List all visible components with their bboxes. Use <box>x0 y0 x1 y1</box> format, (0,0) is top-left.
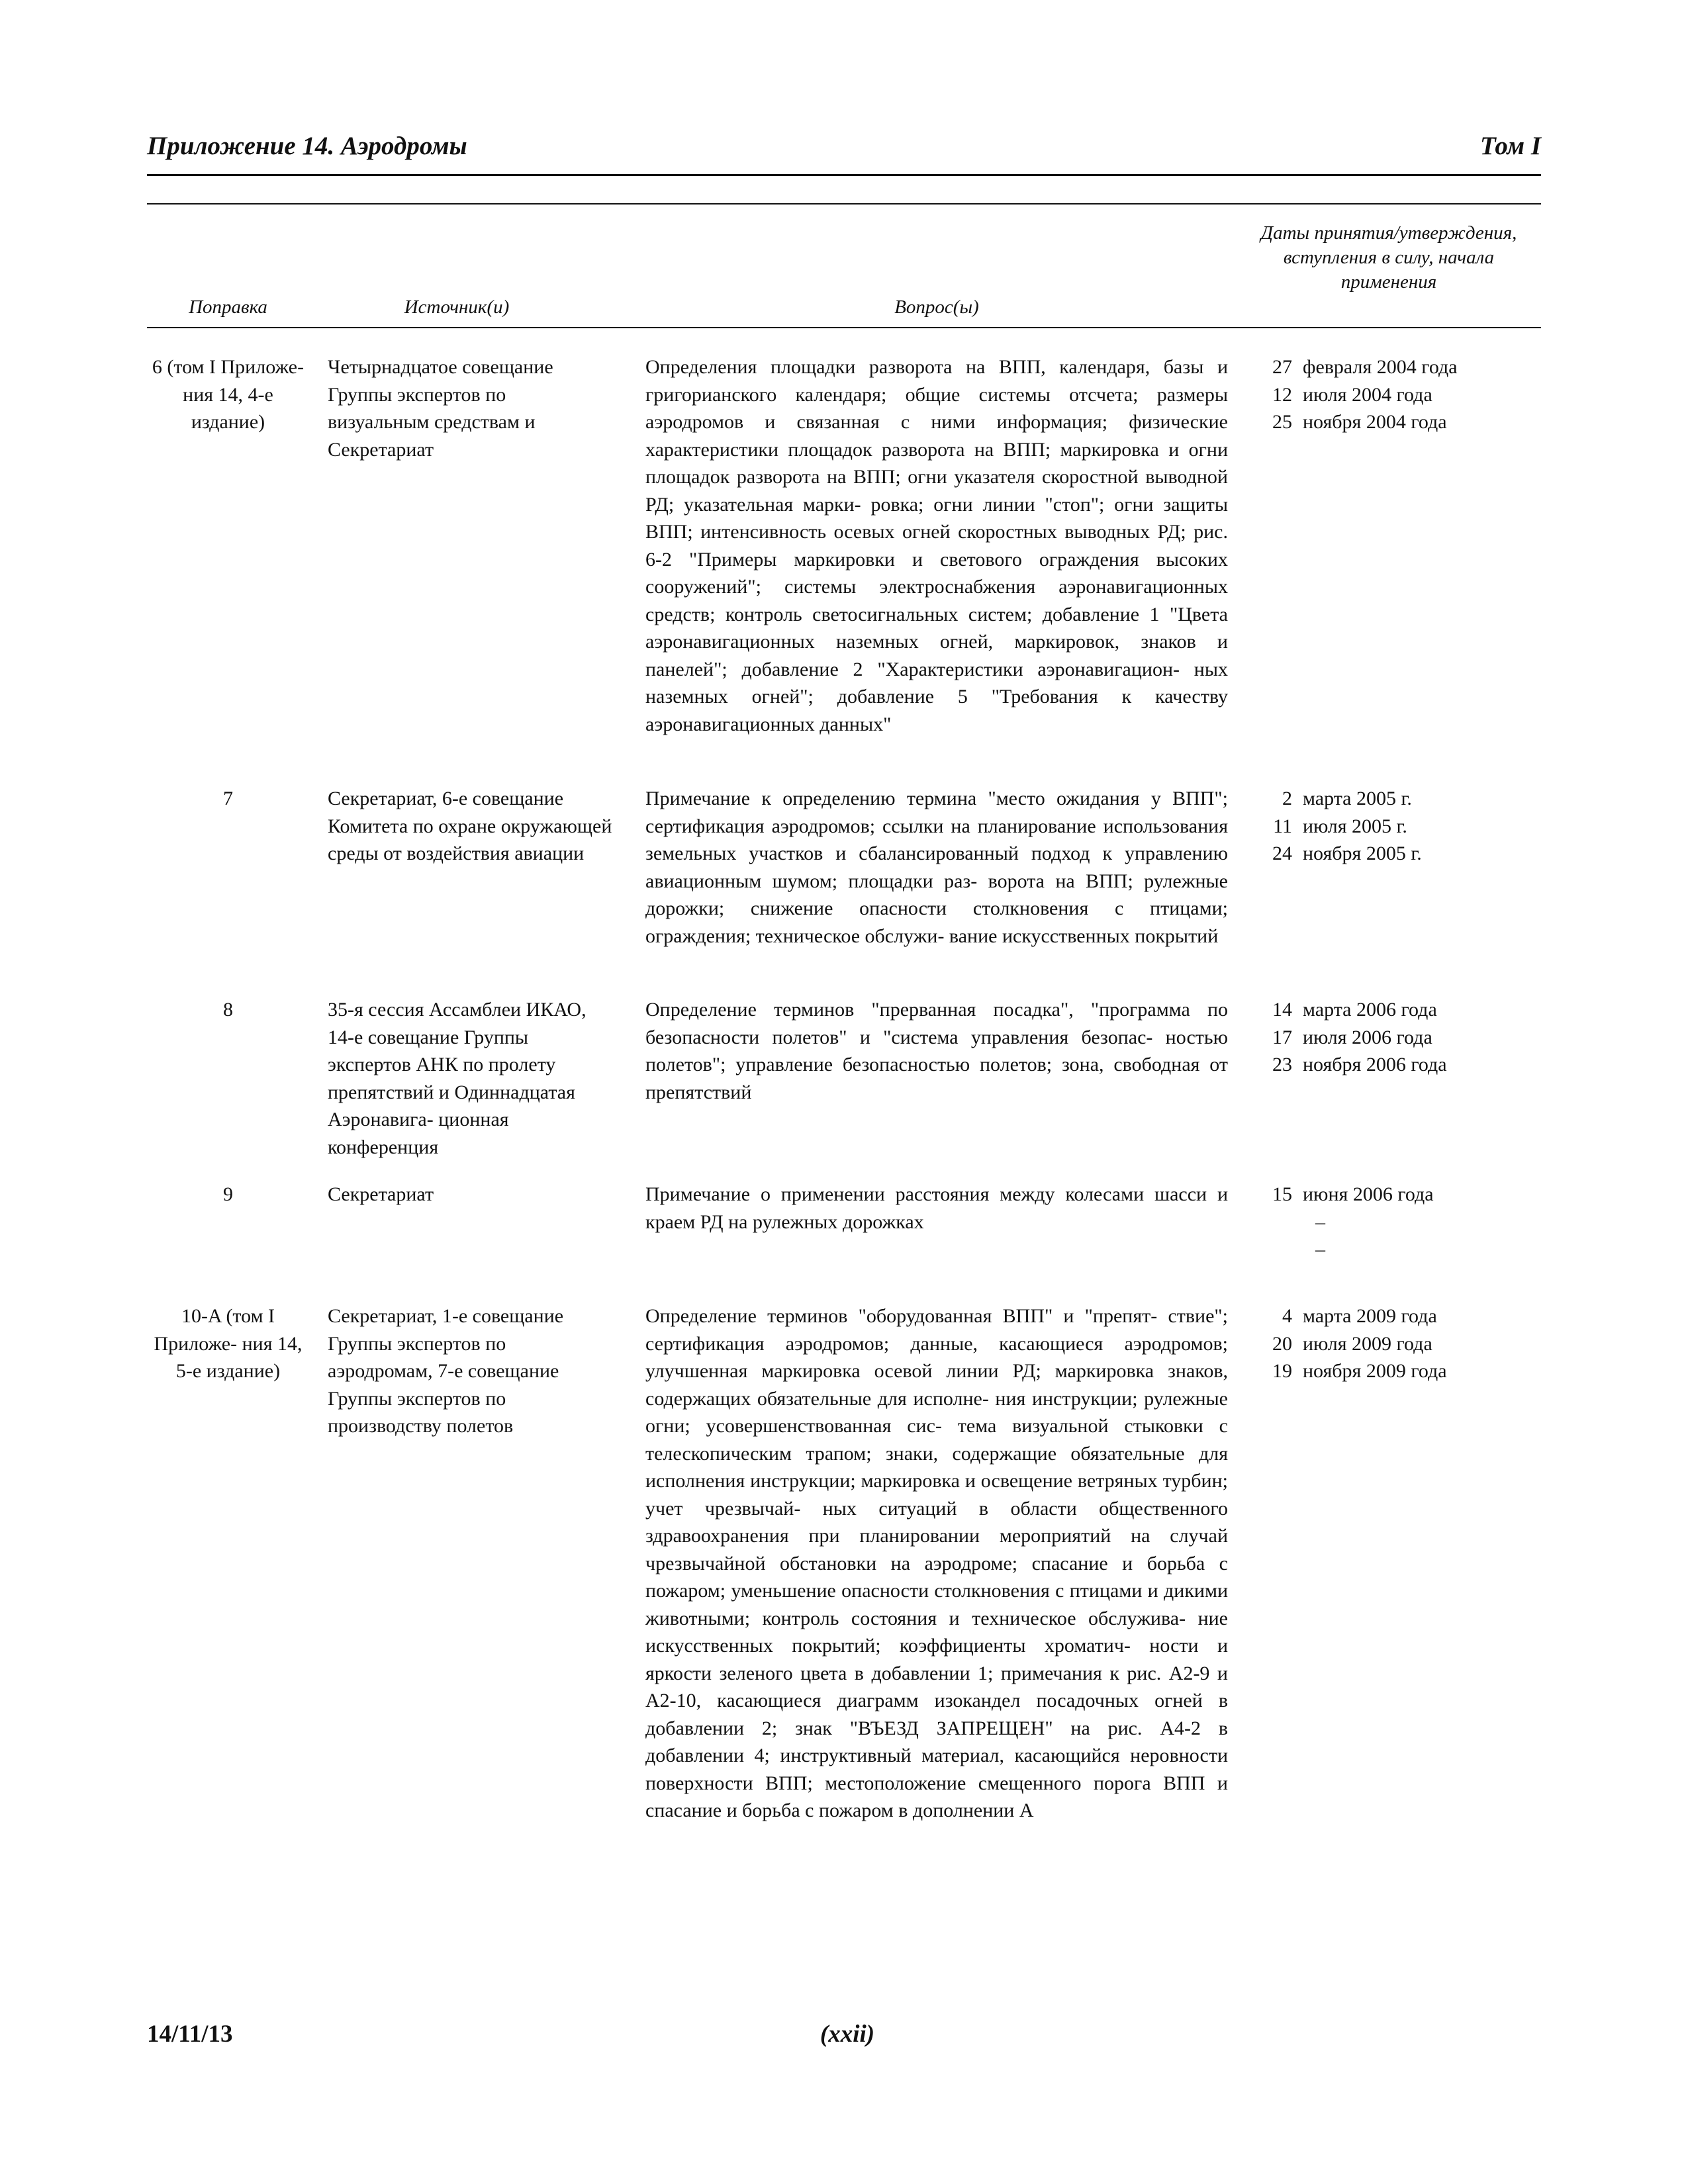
header-rule <box>147 174 1541 176</box>
column-header-amendment: Поправка <box>189 296 267 318</box>
cell-subject: Определение терминов "оборудованная ВПП" и "препят- ствие"; сертификация аэродромов; данные, касающиеся аэродромов; улучшенная маркировка осевой линии РД; маркировка знаков, содержащих обязательные для исполне- ния инструкции; рулежные огни; усовершенствованная сис- тема визуальной стыковки с телескопическим трапом; знаки, содержащие обязательные для исполнения инструкции; маркировка и освещение ветряных турбин; учет чрезвычай- ных ситуаций в области общественного здравоохранения при планировании мероприятий на случай чрезвычайной обстановки на аэродроме; спасание и борьба с пожаром; уменьшение опасности столкновения с птицами и дикими животными; контроль состояния и техническое обслужива- ние искусственных покрытий; коэффициенты хроматич- ности и яркости зеленого цвета в добавлении 1; примечания к рис. A2-9 и A2-10, касающиеся диаграмм изокандел посадочных огней в добавлении 2; знак "ВЪЕЗД ЗАПРЕЩЕН" на рис. A4-2 в добавлении 4; инструктивный материал, касающийся неровности поверхности ВПП; местоположение смещенного порога ВПП и спасание и борьба с пожаром в дополнении A <box>645 1305 1228 1821</box>
cell-dates <box>1244 1181 1523 1263</box>
date-line: 19 ноября 2009 года <box>1272 1360 1447 1382</box>
cell-amendment: 9 <box>223 1183 233 1205</box>
date-line: 27 февраля 2004 года <box>1272 356 1458 378</box>
cell-amendment: 7 <box>223 788 233 809</box>
cell-source: Секретариат, 6-е совещание Комитета по охране окружающей среды от воздействия авиации <box>328 788 612 864</box>
table-top-rule <box>147 203 1541 205</box>
date-line: 17 июля 2006 года <box>1272 1026 1432 1048</box>
cell-dates <box>1244 1302 1523 1385</box>
cell-dates <box>1244 785 1523 868</box>
date-line: 15 июня 2006 года <box>1272 1183 1434 1205</box>
table-header-rule <box>147 327 1541 328</box>
column-header-source: Источник(и) <box>404 296 510 318</box>
date-line: 23 ноября 2006 года <box>1272 1054 1447 1075</box>
column-header-subject: Вопрос(ы) <box>894 296 979 318</box>
footer-page-number: (xxii) <box>820 2021 875 2048</box>
date-line: 4 марта 2009 года <box>1282 1305 1437 1327</box>
date-line: – <box>1315 1210 1325 1233</box>
cell-source: 35-я сессия Ассамблеи ИКАО, 14-е совещание Группы экспертов АНК по пролету препятствий и Одиннадцатая Аэронавига- ционная конференция <box>328 999 586 1158</box>
date-line: 24 ноября 2005 г. <box>1272 842 1422 864</box>
date-line: 14 марта 2006 года <box>1272 999 1437 1021</box>
date-line: 11 июля 2005 г. <box>1273 815 1407 837</box>
cell-source: Секретариат, 1-е совещание Группы экспертов по аэродромам, 7-е совещание Группы экспертов по производству полетов <box>328 1305 564 1437</box>
cell-dates <box>1244 353 1523 436</box>
cell-amendment: 8 <box>223 999 233 1021</box>
cell-subject: Примечание о применении расстояния между колесами шасси и краем РД на рулежных дорожках <box>645 1183 1228 1233</box>
cell-source: Четырнадцатое совещание Группы экспертов по визуальным средствам и Секретариат <box>328 356 553 461</box>
footer-date: 14/11/13 <box>147 2021 233 2048</box>
date-line: 2 марта 2005 г. <box>1282 788 1412 809</box>
page-header-title: Приложение 14. Аэродромы <box>147 132 467 160</box>
cell-source: Секретариат <box>328 1183 434 1205</box>
cell-amendment: 10-A (том I Приложе- ния 14, 5-е издание) <box>154 1305 303 1382</box>
date-line: – <box>1315 1238 1325 1260</box>
date-line: 20 июля 2009 года <box>1272 1332 1432 1355</box>
date-line: 25 ноября 2004 года <box>1272 411 1447 433</box>
page-header-volume: Том I <box>1479 132 1541 160</box>
cell-dates <box>1244 996 1523 1079</box>
cell-amendment: 6 (том I Приложе- ния 14, 4-е издание) <box>152 356 305 433</box>
date-line: 12 июля 2004 года <box>1272 383 1432 406</box>
cell-subject: Определение терминов "прерванная посадка", "программа по безопасности полетов" и "система управления безопас- ностью полетов"; управление безопасностью полетов; зона, свободная от препятствий <box>645 999 1228 1103</box>
cell-subject: Примечание к определению термина "место ожидания у ВПП"; сертификация аэродромов; ссылки на планирование использования земельных участков и сбалансированный подход к управлению авиационным шумом; площадки раз- ворота на ВПП; рулежные дорожки; снижение опасности столкновения с птицами; ограждения; техническое обслужи- вание искусственных покрытий <box>645 788 1228 947</box>
cell-subject: Определения площадки разворота на ВПП, календаря, базы и григорианского календаря; общие системы отсчета; размеры аэродромов и связанная с ними информация; физические характеристики площадок разворота на ВПП; маркировка и огни площадок разворота на ВПП; огни указателя скоростной выводной РД; указательная марки- ровка; огни линии "стоп"; огни защиты ВПП; интенсивность осевых огней скоростных выводных РД; рис. 6-2 "Примеры маркировки и светового ограждения высоких сооружений"; системы электроснабжения аэронавигационных средств; контроль светосигнальных систем; добавление 1 "Цвета аэронавигационных наземных огней, маркировок, знаков и панелей"; добавление 2 "Характеристики аэронавигацион- ных наземных огней"; добавление 5 "Требования к качеству аэронавигационных данных" <box>645 356 1228 735</box>
column-header-dates: Даты принятия/утверждения, вступления в силу, начала применения <box>1260 222 1517 293</box>
